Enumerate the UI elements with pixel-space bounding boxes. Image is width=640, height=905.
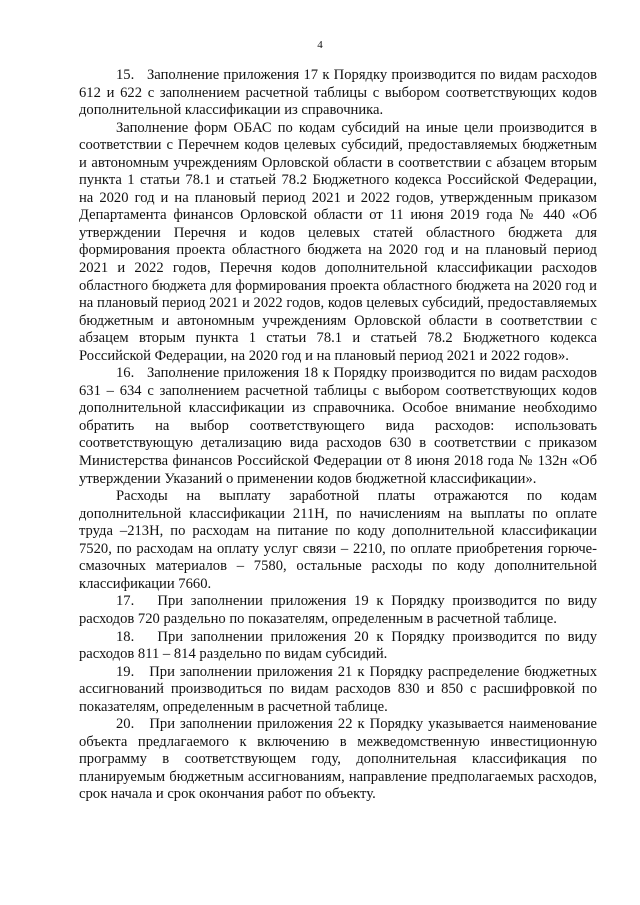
paragraph-item-17: 17. При заполнении приложения 19 к Порядку производится по виду расходов 720 раздельно по показателям, определенным в расчетной таблице. [79,593,597,627]
page-number: 4 [317,39,323,51]
paragraph-subsidy-codes: Заполнение форм ОБАС по кодам субсидий на иные цели производится в соответствии с Перечнем кодов целевых субсидий, предоставляемых бюджетным и автономным учреждениям Орловской области в соответствии с абзацем вторым пункта 1 статьи 78.1 и статьей 78.2 Бюджетного кодекса Российской Федерации, на 2020 год и на плановый период 2021 и 2022 годов, утвержденным приказом Департамента финансов Орловской области от 11 июня 2019 года № 440 «Об утверждении Перечня и кодов целевых статей областного бюджета для формирования проекта областного бюджета на 2020 год и на плановый период 2021 и 2022 годов, Перечня кодов дополнительной классификации расходов областного бюджета для формирования проекта областного бюджета на 2020 год и на плановый период 2021 и 2022 годов, кодов целевых субсидий, предоставляемых бюджетным и автономным учреждениям Орловской области в соответствии с абзацем вторым пункта 1 статьи 78.1 и статьей 78.2 Бюджетного кодекса Российской Федерации, на 2020 год и на плановый период 2021 и 2022 годов». [79,119,597,364]
document-body [79,67,597,804]
paragraph-item-15: 15. Заполнение приложения 17 к Порядку производится по видам расходов 612 и 622 с заполнением расчетной таблицы с выбором соответствующих кодов дополнительной классификации из справочника. [79,67,597,119]
paragraph-item-19: 19. При заполнении приложения 21 к Порядку распределение бюджетных ассигнований производиться по видам расходов 830 и 850 с расшифровкой по показателям, определенным в расчетной таблице. [79,663,597,715]
paragraph-item-20: 20. При заполнении приложения 22 к Порядку указывается наименование объекта предлагаемого к включению в межведомственную инвестиционную программу в соответствующем году, дополнительная классификация по планируемым бюджетным ассигнованиям, направление предполагаемых расходов, срок начала и срок окончания работ по объекту. [79,716,597,803]
paragraph-item-18: 18. При заполнении приложения 20 к Порядку производится по виду расходов 811 – 814 раздельно по видам субсидий. [79,628,597,663]
paragraph-item-16: 16. Заполнение приложения 18 к Порядку производится по видам расходов 631 – 634 с заполнением расчетной таблицы с выбором соответствующих кодов дополнительной классификации из справочника. Особое внимание необходимо обратить на выбор соответствующего вида расходов: использовать соответствующую детализацию вида расходов 630 в соответствии с приказом Министерства финансов Российской Федерации от 8 июня 2018 года № 132н «Об утверждении Указаний о применении кодов бюджетной классификации». [79,365,597,487]
paragraph-salary-expenses: Расходы на выплату заработной платы отражаются по кодам дополнительной классификации 211Н, по начислениям на выплаты по оплате труда –213Н, по расходам на питание по коду дополнительной классификации 7520, по расходам на оплату услуг связи – 2210, по оплате приобретения горюче-смазочных материалов – 7580, остальные расходы по коду дополнительной классификации 7660. [79,488,597,592]
